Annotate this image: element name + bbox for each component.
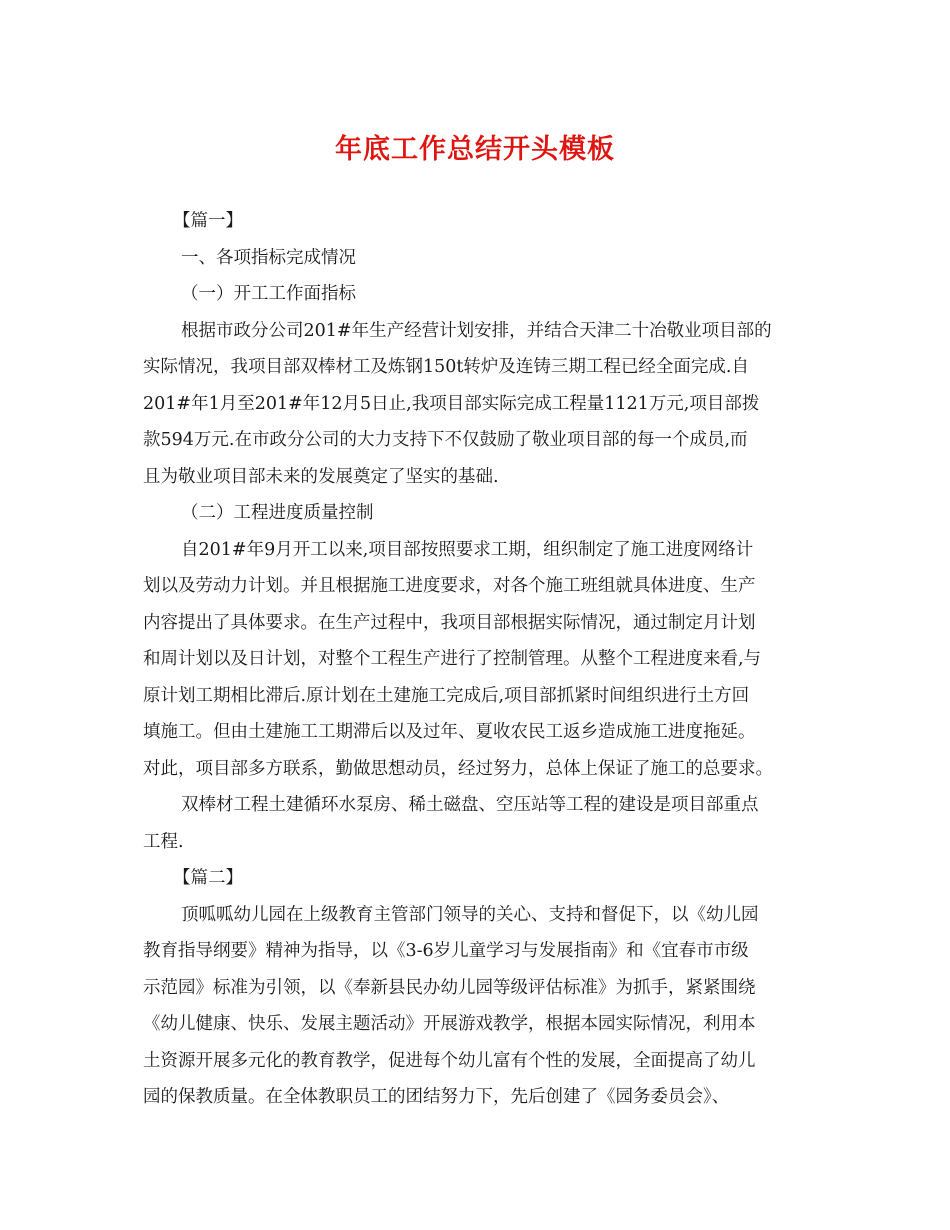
paragraph-line: 自201#年9月开工以来,项目部按照要求工期，组织制定了施工进度网络计 [181,539,754,560]
subheading-progress-quality: （二）工程进度质量控制 [181,503,374,523]
paragraph-line: 实际情况，我项目部双棒材工及炼钢150t转炉及连铸三期工程已经全面完成.自 [143,357,749,377]
paragraph-line: 根据市政分公司201#年生产经营计划安排，并结合天津二十冶敬业项目部的 [181,320,772,341]
paragraph-line: 土资源开展多元化的教育教学，促进每个幼儿富有个性的发展，全面提高了幼儿 [143,1050,756,1071]
subheading-workface: （一）开工工作面指标 [181,284,356,304]
paragraph-line: 和周计划以及日计划，对整个工程生产进行了控制管理。从整个工程进度来看,与 [143,649,762,669]
paragraph-line: 顶呱呱幼儿园在上级教育主管部门领导的关心、支持和督促下，以《幼儿园 [181,904,759,925]
paragraph-line: 工程. [143,831,184,852]
paragraph-line: 填施工。但由土建施工工期滞后以及过年、夏收农民工返乡造成施工进度拖延。 [143,722,756,742]
document-title: 年底工作总结开头模板 [335,134,615,165]
paragraph-line: 教育指导纲要》精神为指导，以《3-6岁儿童学习与发展指南》和《宜春市市级 [143,941,749,961]
section-label-part-one: 【篇一】 [173,211,243,231]
paragraph-line: 划以及劳动力计划。并且根据施工进度要求，对各个施工班组就具体进度、生产 [143,576,756,596]
heading-indicators: 一、各项指标完成情况 [181,247,356,268]
paragraph-line: 原计划工期相比滞后.原计划在土建施工完成后,项目部抓紧时间组织进行土方回 [143,685,750,706]
document-body [143,203,811,1116]
paragraph-line: 201#年1月至201#年12月5日止,我项目部实际完成工程量1121万元,项目部拨 [143,393,760,414]
paragraph-line: 双棒材工程土建循环水泵房、稀土磁盘、空压站等工程的建设是项目部重点 [181,795,759,815]
paragraph-line: 款594万元.在市政分公司的大力支持下不仅鼓励了敬业项目部的每一个成员,而 [143,430,748,450]
paragraph-line: 示范园》标准为引领，以《奉新县民办幼儿园等级评估标准》为抓手，紧紧围绕 [143,977,756,998]
section-label-part-two: 【篇二】 [173,868,243,888]
paragraph-line: 《幼儿健康、快乐、发展主题活动》开展游戏教学，根据本园实际情况，利用本 [143,1014,756,1034]
paragraph-line: 园的保教质量。在全体教职员工的团结努力下，先后创建了《园务委员会》、 [143,1087,730,1107]
paragraph-line: 内容提出了具体要求。在生产过程中，我项目部根据实际情况，通过制定月计划 [143,612,756,633]
paragraph-line: 对此，项目部多方联系，勤做思想动员，经过努力，总体上保证了施工的总要求。 [143,758,773,779]
paragraph-line: 且为敬业项目部未来的发展奠定了坚实的基础. [143,466,499,487]
